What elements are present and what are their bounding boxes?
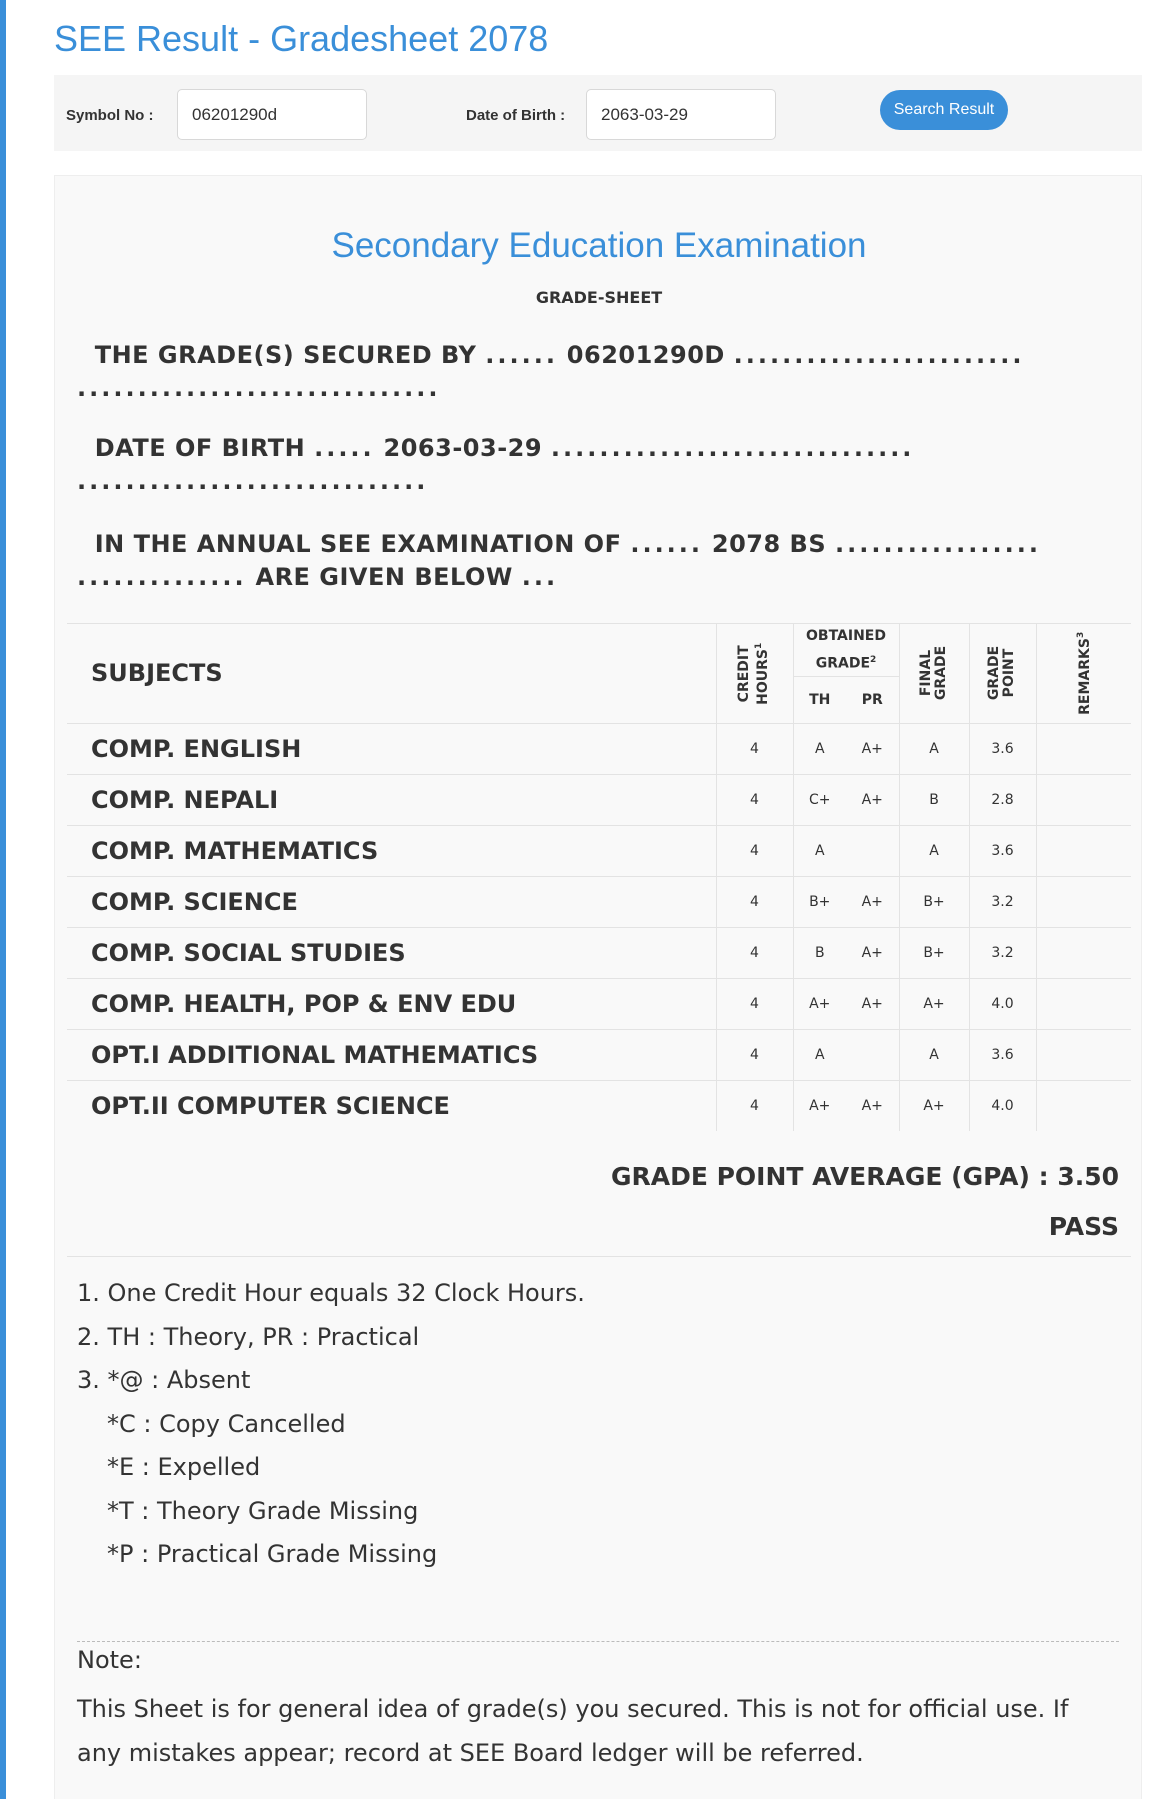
table-row xyxy=(67,723,1131,774)
note-divider xyxy=(77,1641,1119,1642)
final-cell: A+ xyxy=(899,1080,969,1131)
gpa-value: 3.50 xyxy=(1057,1162,1119,1191)
given-below-text: ARE GIVEN BELOW xyxy=(255,563,513,591)
grade-table-body xyxy=(67,723,1131,1131)
point-cell: 3.6 xyxy=(969,723,1036,774)
final-header-line1: FINAL xyxy=(917,650,934,697)
secured-by-label: THE GRADE(S) SECURED BY xyxy=(94,341,477,369)
pr-cell: A+ xyxy=(846,927,899,978)
th-cell: A xyxy=(793,1029,846,1080)
final-header-line2: GRADE xyxy=(932,646,949,701)
point-cell: 3.2 xyxy=(969,876,1036,927)
remarks-cell xyxy=(1036,825,1131,876)
th-cell: B+ xyxy=(793,876,846,927)
note-text: This Sheet is for general idea of grade(s) you secured. This is not for official use. If any mistakes appear; record at SEE Board ledger will be referred. xyxy=(77,1695,1069,1767)
pr-cell xyxy=(846,825,899,876)
table-row xyxy=(67,774,1131,825)
remarks-cell xyxy=(1036,876,1131,927)
subject-name: OPT.I ADDITIONAL MATHEMATICS xyxy=(67,1029,716,1080)
subject-name: COMP. MATHEMATICS xyxy=(67,825,716,876)
credit-cell: 4 xyxy=(716,927,793,978)
table-row xyxy=(67,825,1131,876)
subject-name: OPT.II COMPUTER SCIENCE xyxy=(67,1080,716,1131)
exam-line-value: 2078 BS xyxy=(711,530,827,558)
pr-cell: A+ xyxy=(846,978,899,1029)
th-cell: A+ xyxy=(793,978,846,1029)
point-cell: 4.0 xyxy=(969,978,1036,1029)
credit-cell: 4 xyxy=(716,774,793,825)
th-cell: A xyxy=(793,825,846,876)
point-cell: 3.6 xyxy=(969,825,1036,876)
search-form xyxy=(54,75,1142,151)
remarks-cell xyxy=(1036,723,1131,774)
symbol-label: Symbol No : xyxy=(66,107,154,124)
sheet-heading: Secondary Education Examination xyxy=(331,226,867,265)
pr-header: PR xyxy=(846,676,899,723)
grade-point-header xyxy=(969,624,1036,724)
dob-line: DATE OF BIRTH ..... 2063-03-29 .............................. ............................. xyxy=(77,434,915,495)
footnote-copy-cancelled: *C : Copy Cancelled xyxy=(107,1409,346,1438)
point-cell: 2.8 xyxy=(969,774,1036,825)
sheet-subheading: GRADE-SHEET xyxy=(535,288,663,307)
th-cell: C+ xyxy=(793,774,846,825)
footnote-practical-missing: *P : Practical Grade Missing xyxy=(107,1540,438,1568)
remarks-header-sup: 3 xyxy=(1076,631,1087,639)
final-cell: B+ xyxy=(899,927,969,978)
remarks-cell xyxy=(1036,1080,1131,1131)
dob-line-value: 2063-03-29 xyxy=(383,434,543,462)
pr-cell: A+ xyxy=(846,876,899,927)
remarks-cell xyxy=(1036,1029,1131,1080)
remarks-cell xyxy=(1036,774,1131,825)
pr-cell: A+ xyxy=(846,723,899,774)
th-header: TH xyxy=(793,676,846,723)
final-cell: B xyxy=(899,774,969,825)
table-row xyxy=(67,876,1131,927)
secured-by-line: THE GRADE(S) SECURED BY ...... 06201290D ........................ .............................. xyxy=(77,341,1025,402)
credit-hours-sup: 1 xyxy=(754,642,765,649)
footnotes xyxy=(77,1272,585,1577)
obtained-header-line1: OBTAINED xyxy=(806,628,886,644)
credit-cell: 4 xyxy=(716,1029,793,1080)
search-result-button[interactable]: Search Result xyxy=(880,90,1008,130)
left-accent-strip xyxy=(0,0,6,1799)
dob-label: Date of Birth : xyxy=(466,107,566,124)
obtained-header-line2: GRADE xyxy=(815,655,871,672)
gradesheet xyxy=(54,175,1142,1799)
dob-line-label: DATE OF BIRTH xyxy=(94,434,306,462)
footnote-theory-missing: *T : Theory Grade Missing xyxy=(107,1496,419,1525)
final-cell: A+ xyxy=(899,978,969,1029)
gpa-label: GRADE POINT AVERAGE (GPA) : xyxy=(610,1162,1049,1191)
table-row xyxy=(67,927,1131,978)
credit-cell: 4 xyxy=(716,876,793,927)
page-title: SEE Result - Gradesheet 2078 xyxy=(54,18,549,59)
table-row xyxy=(67,1080,1131,1131)
th-cell: A xyxy=(793,723,846,774)
pr-cell: A+ xyxy=(846,774,899,825)
table-row xyxy=(67,978,1131,1029)
credit-cell: 4 xyxy=(716,978,793,1029)
obtained-grade-header xyxy=(793,624,899,677)
remarks-cell xyxy=(1036,978,1131,1029)
final-grade-header xyxy=(899,624,969,724)
gpa-line xyxy=(611,1162,1119,1191)
subject-name: COMP. ENGLISH xyxy=(67,723,716,774)
point-cell: 4.0 xyxy=(969,1080,1036,1131)
subjects-header: SUBJECTS xyxy=(67,624,716,724)
credit-hours-header-line2: HOURS xyxy=(755,648,772,705)
result-status: PASS xyxy=(1048,1212,1119,1241)
obtained-header-sup: 2 xyxy=(870,655,877,665)
remarks-header xyxy=(1036,624,1131,724)
table-row xyxy=(67,1029,1131,1080)
subject-name: COMP. SCIENCE xyxy=(67,876,716,927)
point-cell: 3.2 xyxy=(969,927,1036,978)
summary-divider xyxy=(67,1256,1131,1257)
final-cell: B+ xyxy=(899,876,969,927)
point-cell: 3.6 xyxy=(969,1029,1036,1080)
grade-table xyxy=(67,623,1131,1131)
credit-cell: 4 xyxy=(716,825,793,876)
pr-cell: A+ xyxy=(846,1080,899,1131)
remarks-header-text: REMARKS xyxy=(1077,638,1094,715)
point-header-line1: GRADE xyxy=(986,646,1003,701)
subject-name: COMP. HEALTH, POP & ENV EDU xyxy=(67,978,716,1029)
pr-cell xyxy=(846,1029,899,1080)
credit-cell: 4 xyxy=(716,1080,793,1131)
subject-name: COMP. SOCIAL STUDIES xyxy=(67,927,716,978)
final-cell: A xyxy=(899,1029,969,1080)
credit-cell: 4 xyxy=(716,723,793,774)
footnote-absent: 3. *@ : Absent xyxy=(77,1366,251,1394)
footnote-th-pr: 2. TH : Theory, PR : Practical xyxy=(77,1322,420,1351)
final-cell: A xyxy=(899,723,969,774)
credit-hours-header-line1: CREDIT xyxy=(736,644,753,702)
secured-by-value: 06201290D xyxy=(566,341,725,369)
th-cell: B xyxy=(793,927,846,978)
credit-hours-header xyxy=(716,624,793,724)
final-cell: A xyxy=(899,825,969,876)
footnote-credit-hour: 1. One Credit Hour equals 32 Clock Hours. xyxy=(77,1279,585,1307)
dob-input[interactable] xyxy=(586,89,776,140)
symbol-input[interactable] xyxy=(177,89,367,140)
footnote-expelled: *E : Expelled xyxy=(107,1453,261,1481)
subject-name: COMP. NEPALI xyxy=(67,774,716,825)
th-cell: A+ xyxy=(793,1080,846,1131)
remarks-cell xyxy=(1036,927,1131,978)
exam-line: IN THE ANNUAL SEE EXAMINATION OF ...... 2078 BS ................. .............. ARE GIVEN BELOW ... xyxy=(77,530,1041,591)
exam-line-label: IN THE ANNUAL SEE EXAMINATION OF xyxy=(94,530,622,558)
note-title: Note: xyxy=(77,1646,142,1674)
point-header-line2: POINT xyxy=(1001,649,1018,698)
